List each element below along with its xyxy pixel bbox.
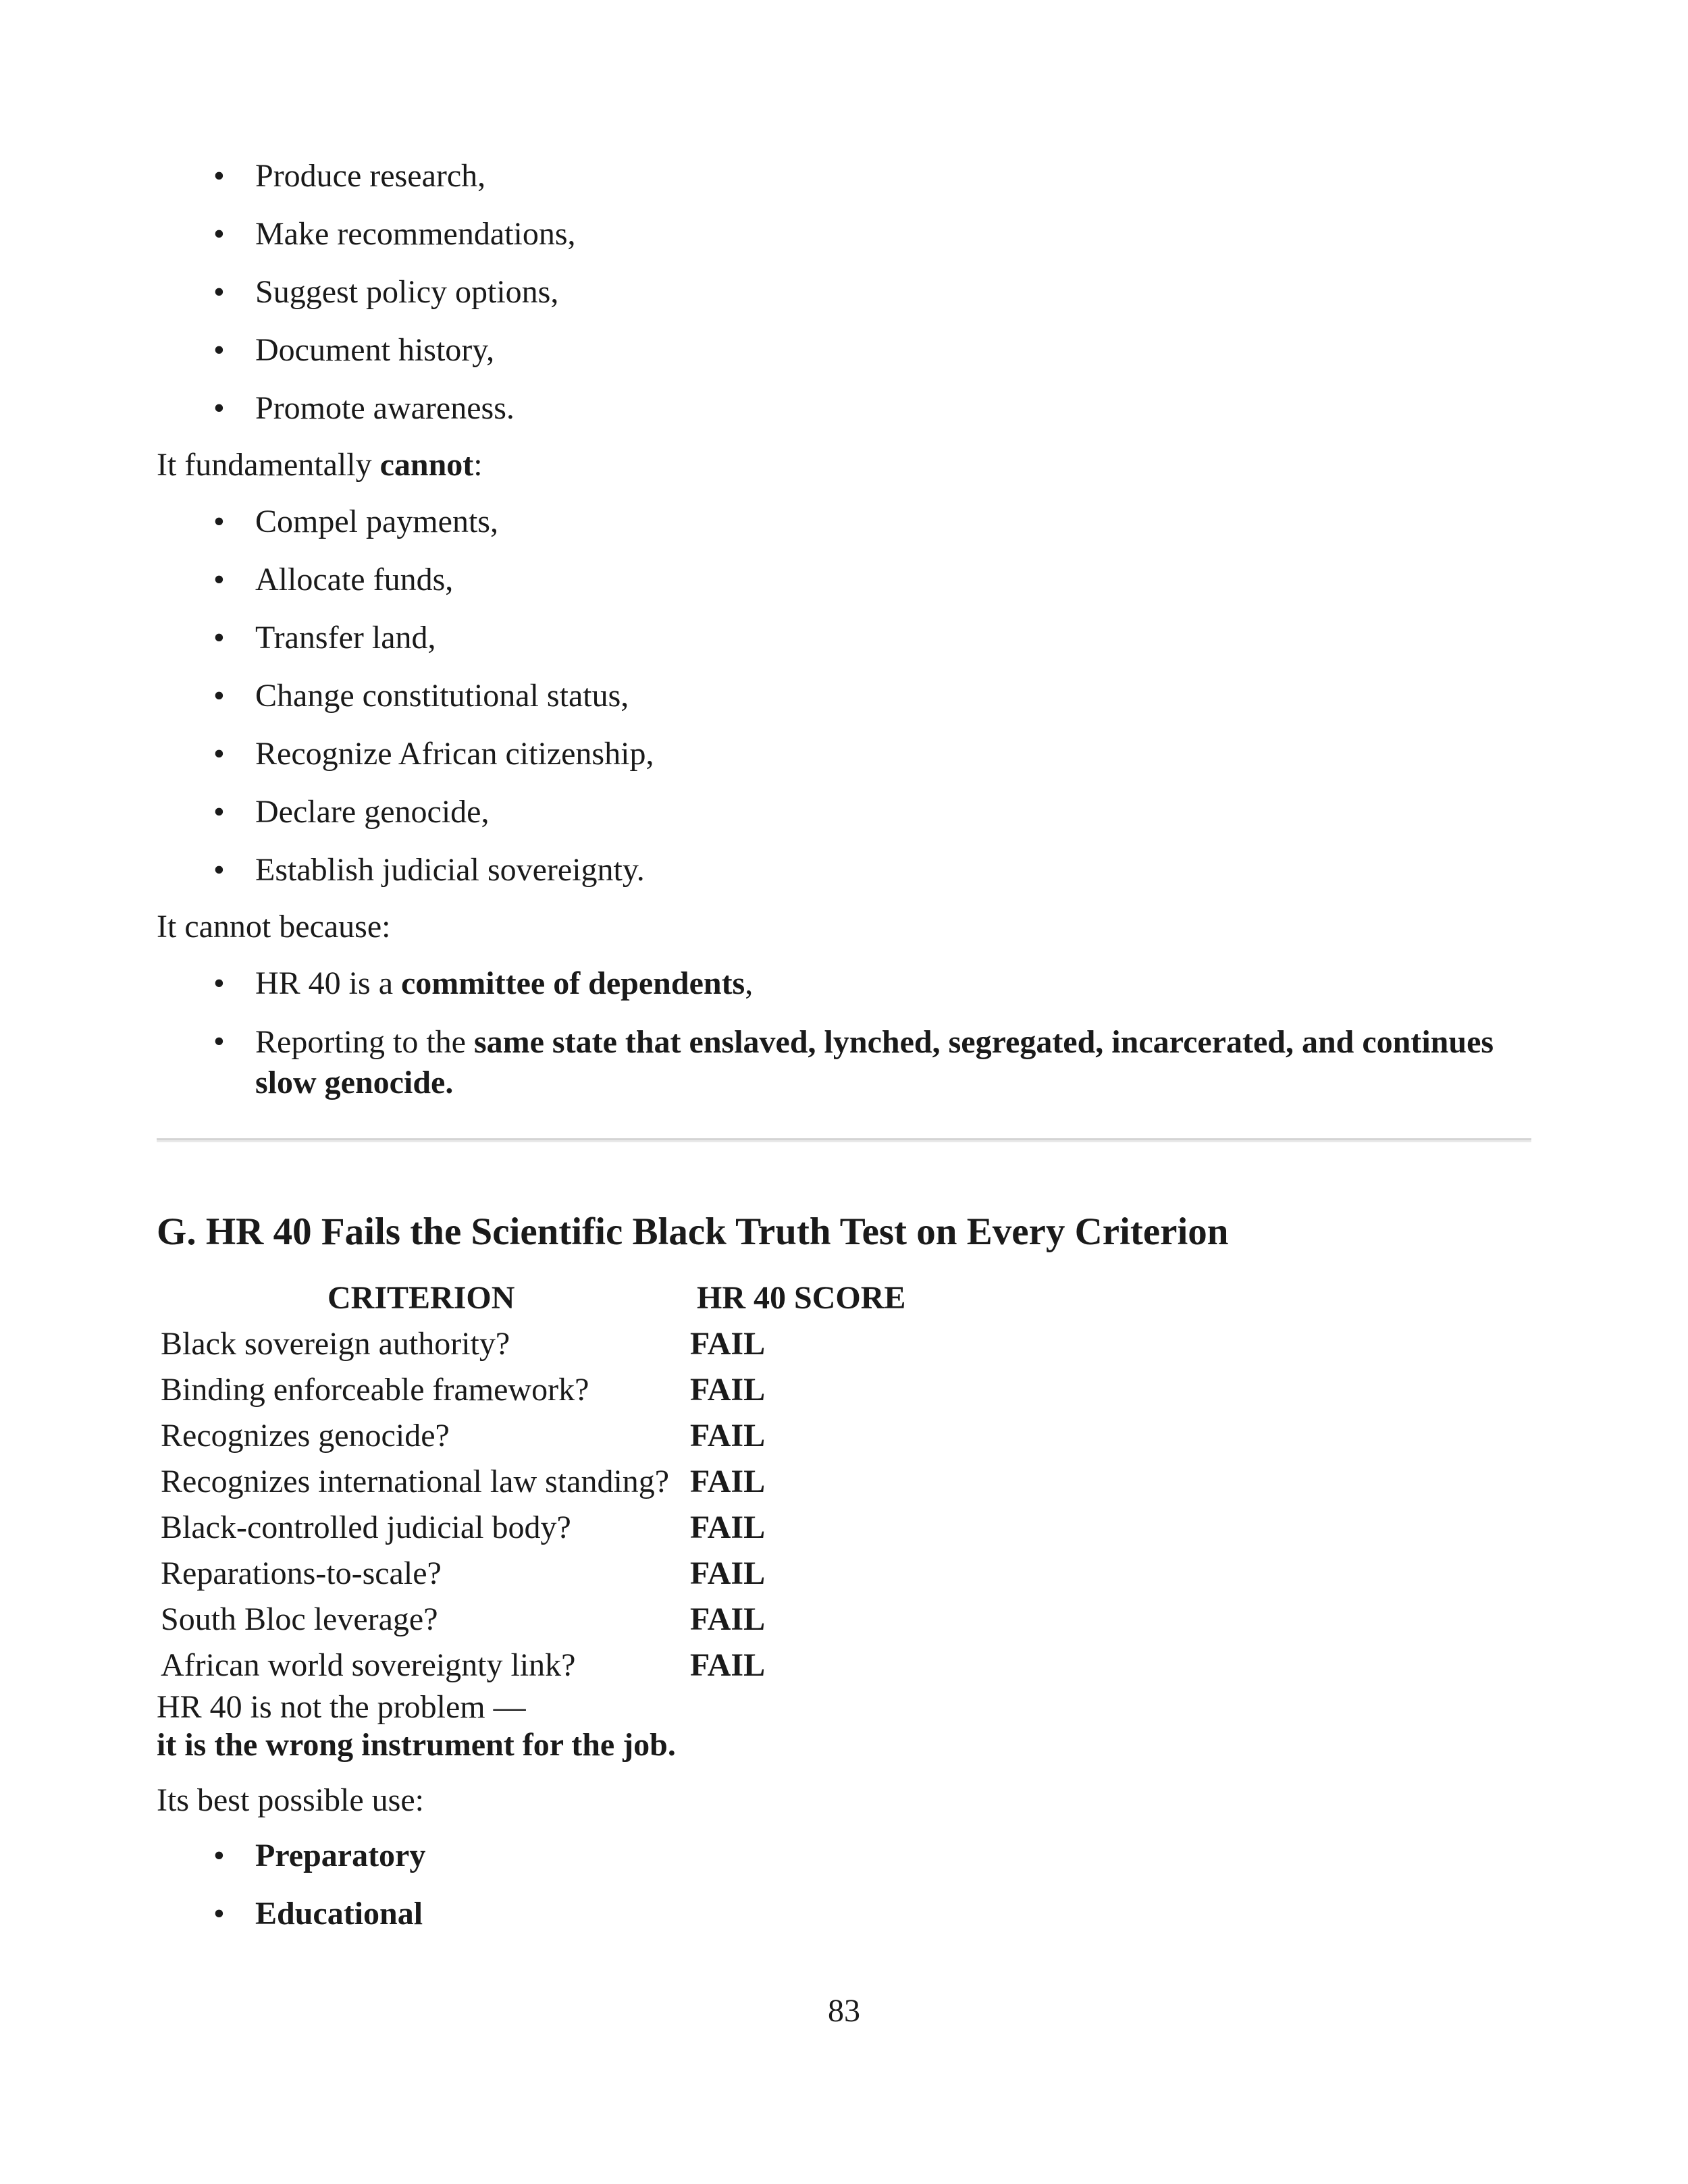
because-item2-bold: same state that enslaved, lynched, segregated, incarcerated, and continues slow genocide. [255, 1024, 1494, 1100]
because-item1-bold: committee of dependents [401, 965, 745, 1001]
conclusion-line-2: it is the wrong instrument for the job. [157, 1727, 676, 1763]
bullet-icon: • [213, 794, 225, 830]
table-criterion-cell: Reparations-to-scale? [161, 1555, 442, 1591]
page-number: 83 [828, 1993, 860, 2029]
list-item: Recognize African citizenship, [255, 736, 654, 772]
bullet-icon: • [213, 216, 225, 252]
list-item [255, 1022, 1525, 1103]
cannot-intro-prefix: It fundamentally [157, 447, 380, 483]
table-score-cell: FAIL [690, 1555, 766, 1591]
bullet-icon: • [213, 678, 225, 714]
list-item: Declare genocide, [255, 794, 490, 830]
list-item: Promote awareness. [255, 390, 515, 426]
list-item: Transfer land, [255, 620, 436, 656]
bullet-icon: • [213, 390, 225, 426]
conclusion-line-1: HR 40 is not the problem — [157, 1689, 526, 1725]
bullet-icon: • [213, 332, 225, 368]
table-score-cell: FAIL [690, 1372, 766, 1408]
table-score-cell: FAIL [690, 1464, 766, 1499]
list-item: Preparatory [255, 1838, 426, 1873]
table-score-cell: FAIL [690, 1601, 766, 1637]
table-criterion-cell: Binding enforceable framework? [161, 1372, 589, 1408]
list-item: Change constitutional status, [255, 678, 629, 714]
table-score-cell: FAIL [690, 1647, 766, 1683]
best-use-intro: Its best possible use: [157, 1782, 424, 1818]
list-item: Compel payments, [255, 504, 498, 539]
table-score-cell: FAIL [690, 1326, 766, 1362]
bullet-icon: • [213, 852, 225, 888]
because-intro: It cannot because: [157, 909, 391, 944]
table-criterion-cell: African world sovereignty link? [161, 1647, 576, 1683]
bullet-icon: • [213, 1023, 225, 1059]
cannot-intro-suffix: : [473, 447, 483, 483]
table-criterion-cell: South Bloc leverage? [161, 1601, 438, 1637]
list-item: Document history, [255, 332, 495, 368]
list-item: Make recommendations, [255, 216, 576, 252]
table-header-criterion: CRITERION [327, 1280, 515, 1316]
list-item: Educational [255, 1896, 423, 1932]
bullet-icon: • [213, 504, 225, 539]
list-item: Establish judicial sovereignty. [255, 852, 645, 888]
table-header-score: HR 40 SCORE [697, 1280, 906, 1316]
cannot-intro [157, 446, 483, 485]
bullet-icon: • [213, 1896, 225, 1932]
bullet-icon: • [213, 158, 225, 194]
list-item [255, 964, 753, 1003]
cannot-intro-bold: cannot [379, 447, 474, 483]
list-item: Suggest policy options, [255, 274, 559, 310]
bullet-icon: • [213, 965, 225, 1001]
bullet-icon: • [213, 1838, 225, 1873]
bullet-icon: • [213, 620, 225, 656]
table-criterion-cell: Recognizes genocide? [161, 1418, 450, 1454]
section-divider [157, 1138, 1531, 1142]
bullet-icon: • [213, 736, 225, 772]
list-item: Allocate funds, [255, 562, 454, 597]
bullet-icon: • [213, 562, 225, 597]
table-score-cell: FAIL [690, 1510, 766, 1545]
section-heading: G. HR 40 Fails the Scientific Black Truth Test on Every Criterion [157, 1210, 1229, 1253]
table-criterion-cell: Black sovereign authority? [161, 1326, 510, 1362]
because-item2-prefix: Reporting to the [255, 1024, 474, 1060]
table-criterion-cell: Recognizes international law standing? [161, 1464, 670, 1499]
table-criterion-cell: Black-controlled judicial body? [161, 1510, 571, 1545]
list-item: Produce research, [255, 158, 486, 194]
table-score-cell: FAIL [690, 1418, 766, 1454]
because-item1-prefix: HR 40 is a [255, 965, 401, 1001]
bullet-icon: • [213, 274, 225, 310]
because-item1-suffix: , [745, 965, 754, 1001]
